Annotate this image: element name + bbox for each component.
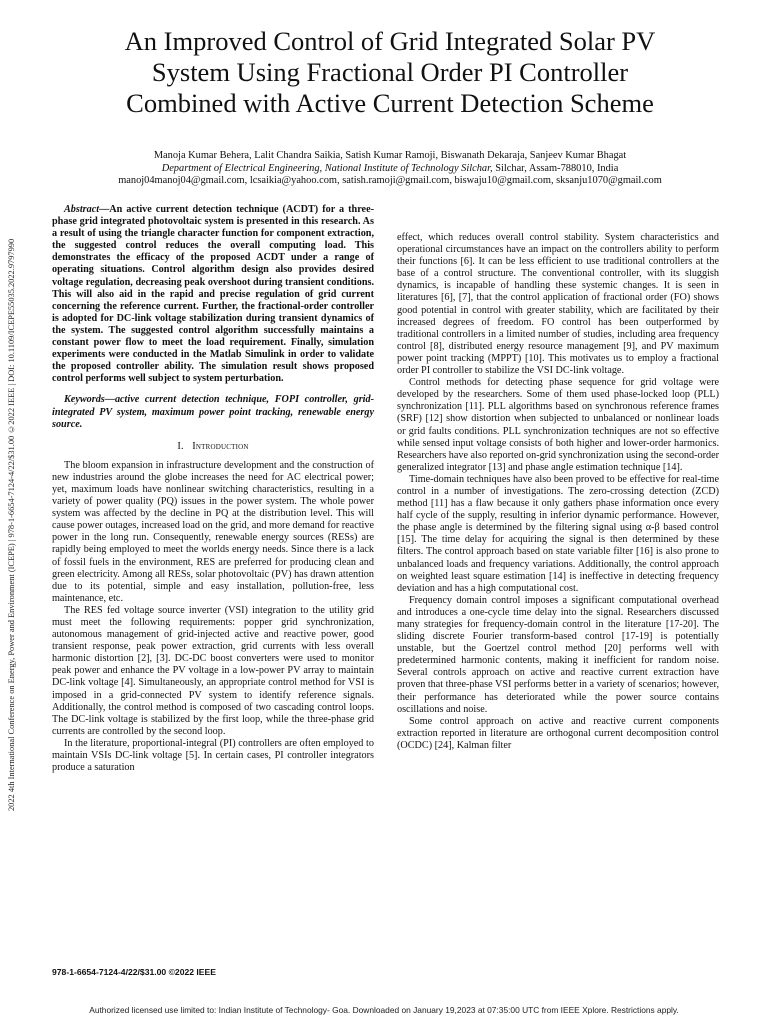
body-paragraph: Control methods for detecting phase sequence for grid voltage were developed by the researchers. Some of them used phase-locked loop (PLL) synchronization [11]. PLL algorithms based on synchronous reference frames (SRF) [12] show distortion when subjected to unbalanced or nonlinear loads or grid faults conditions. PLL synchronization techniques are not so effective while sensed input voltage consists of both higher and lower-order harmonics. Researchers have also reported on-grid synchronization using the second-order generalized integrator [13] and phase angle estimation technique [14]. — [397, 377, 719, 473]
abstract — [52, 204, 374, 385]
section-title: Introduction — [192, 440, 249, 452]
left-column — [52, 204, 374, 774]
title-line: System Using Fractional Order PI Controller — [151, 57, 629, 87]
body-paragraph: The RES fed voltage source inverter (VSI) integration to the utility grid must meet the following requirements: popper grid synchronization, autonomous management of grid-injected active and reactive power, good transient response, peak power extraction, grid currents with less overall harmonic distortion [2], [3]. DC-DC boost converters were used to monitor peak power and enhance the PV voltage in a low-power PV array to maintain DC-link voltage [4]. Simultaneously, an appropriate control method for VSI is imposed in a grid-connected PV system to identify reference signals. Additionally, the control method is composed of two cascading control loops. The DC-link voltage is stabilized by the first loop, while the three-phase grid currents are controlled by the second loop. — [52, 604, 374, 737]
affiliation-dept: Department of Electrical Engineering, National Institute of Technology Silchar, — [161, 162, 493, 174]
body-paragraph: In the literature, proportional-integral (PI) controllers are often employed to maintain VSIs DC-link voltage [5]. In certain cases, PI controller integrators produce a saturation — [52, 737, 374, 774]
body-paragraph: effect, which reduces overall control stability. System characteristics and operational circumstances have an impact on the controllers ability to perform their functions [6]. It can be less efficient to use traditional controllers at the base of a control structure. The conventional controller, with its sluggish dynamics, is incapable of handling these systemic changes. It is seen in literatures [6], [7], that the control application of fractional order (FO) shows good potential in control with greater stability, which are facilitated by their increased degrees of freedom. FO control has been outperformed by traditional controllers in a limited number of studies, including area frequency control [8], distributed energy resource management [9], and PV maximum power point tracking (MPPT) [10]. This motivates us to employ a fractional order PI controller to stabilize the VSI DC-link voltage. — [397, 232, 719, 377]
footer-isbn: 978-1-6654-7124-4/22/$31.00 ©2022 IEEE — [52, 967, 217, 977]
right-column — [397, 232, 719, 752]
section-number: I. — [177, 440, 184, 452]
paper-title — [40, 26, 740, 119]
license-note: Authorized licensed use limited to: Indian Institute of Technology- Goa. Downloaded on January 19,2023 at 07:35:00 UTC from IEEE Xplore. Restrictions apply. — [89, 1005, 679, 1015]
affiliation-place: Silchar, Assam-788010, India — [492, 162, 619, 174]
abstract-text: —An active current detection technique (ACDT) for a three-phase grid integrated photovoltaic system is presented in this research. As a result of using the triangle character function for component extraction, the suggested control reduces the overall computing load. This demonstrates the efficacy of the proposed ACDT under a range of operating situations. Control algorithm design also provides desired voltage regulation, decreasing peak overshoot during transient conditions. This will also aid in the rapid and precise regulation of grid current concerning the reference current. Further, the fractional-order controller is adopted for DC-link voltage stabilization during transient dynamics of the system. The suggested control algorithm successfully maintains a constant power flow to meet the load requirement. Finally, simulation experiments were conducted in the Matlab Simulink in order to validate the proposed controller ability. The simulation result shows proposed control performs well subject to system perturbation. — [52, 204, 374, 385]
conference-side-note: 2022 4th International Conference on Energy, Power and Environment (ICEPE) | 978-1-6654-7124-4/22/$31.00 ©2022 IEEE | DOI: 10.1109/ICEPE55035.2022.9797990 — [7, 238, 16, 812]
title-line: An Improved Control of Grid Integrated Solar PV — [124, 26, 656, 56]
author-block — [40, 150, 740, 188]
body-paragraph: Frequency domain control imposes a significant computational overhead and introduces a one-cycle time delay into the signal. Researchers discussed many strategies for frequency-domain control in the literature [17-20]. The sliding discrete Fourier transform-based control [17-19] is potentially unstable, but the Goertzel control method [20] performs well with predetermined harmonic contents, making it inefficient for random noise. Several controls approach on active and reactive current extraction have proven that three-phase VSI performs better in a variety of scenarios; however, their performance has deteriorated while the power source contains oscillations and noise. — [397, 594, 719, 715]
author-names: Manoja Kumar Behera, Lalit Chandra Saikia, Satish Kumar Ramoji, Biswanath Dekaraja, Sanjeev Kumar Bhagat — [153, 150, 627, 161]
keywords: Keywords—active current detection technique, FOPI controller, grid-integrated PV system, maximum power point tracking, renewable energy source. — [52, 394, 374, 430]
affiliation — [40, 163, 740, 176]
title-line: Combined with Active Current Detection Scheme — [126, 88, 654, 118]
body-paragraph: Time-domain techniques have also been proved to be effective for real-time control in a number of investigations. The zero-crossing detection (ZCD) method [11] has a flaw because it only gathers phase information once every half cycle of the supply, resulting in inferior dynamic performance. However, the phase angle is determined by the filtering signal using α-β based control [15]. The time delay for acquiring the signal is then determined by these filters. The control approach based on state variable filter [16] is also prone to unbalanced loads and frequency variations. Additionally, the control approach on weighted least square estimation [14] is ineffective in detecting frequency deviation and has a high computational cost. — [397, 473, 719, 594]
body-paragraph: The bloom expansion in infrastructure development and the construction of new industries around the globe increases the need for AC electrical power; yet, maximum loads have nonlinear switching characteristics, resulting in a variety of power quality (PQ) issues in the power system. The whole power system was affected by the decline in PQ at the distribution level. This will cause power outages, increased load on the grid, and more demand for reactive power in the long run. Consequently, renewable energy sources (RESs) are rapidly being employed to meet the worlds energy needs. Since there is a lack of fossil fuels in the environment, RES are preferred for producing clean and green electricity. Among all RESs, solar photovoltaic (PV) has drawn attention due to its potential, simple and easy installation, pollution-free, less maintenance, etc. — [52, 459, 374, 604]
author-emails: manoj04manoj04@gmail.com, lcsaikia@yahoo.com, satish.ramoji@gmail.com, biswaju10@gmail.com, sksanju1070@gmail.com — [118, 175, 662, 186]
section-heading — [52, 441, 374, 453]
abstract-label: Abstract — [64, 204, 100, 215]
body-paragraph: Some control approach on active and reactive current components extraction reported in literature are orthogonal current decomposition control (OCDC) [24], Kalman filter — [397, 715, 719, 751]
